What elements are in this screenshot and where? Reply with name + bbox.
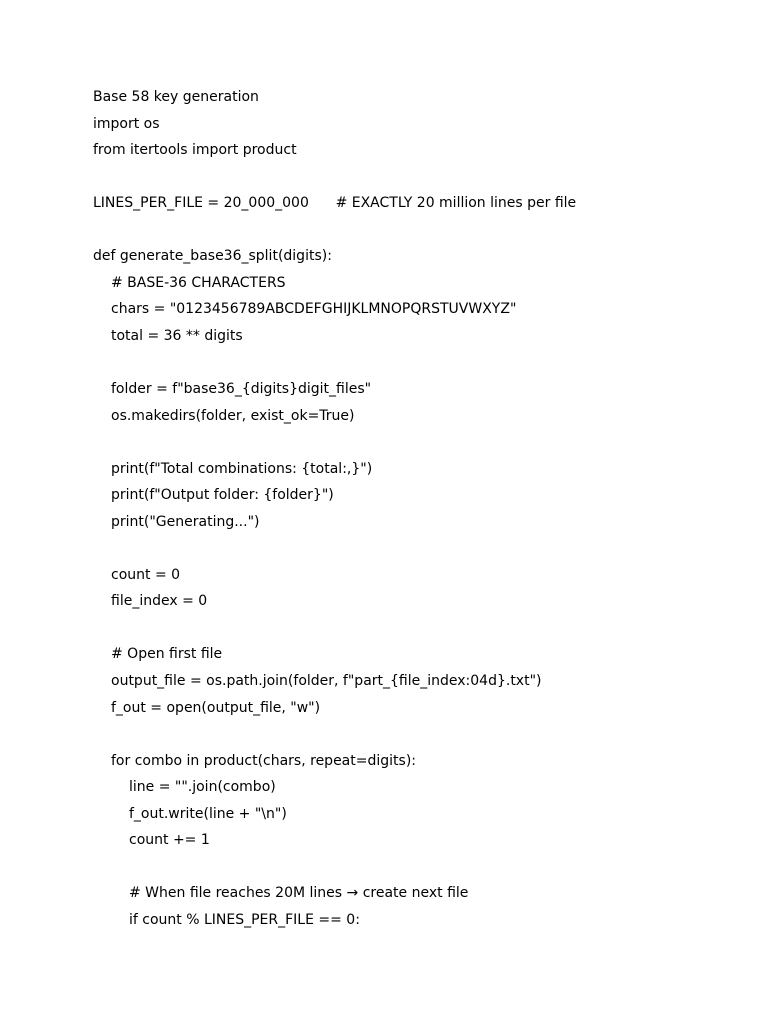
blank-line — [93, 535, 753, 562]
code-line: LINES_PER_FILE = 20_000_000 # EXACTLY 20 million lines per file — [93, 195, 577, 212]
code-line: print(f"Output folder: {folder}") — [111, 487, 334, 504]
code-line: # BASE-36 CHARACTERS — [111, 274, 286, 291]
blank-line — [93, 164, 753, 191]
code-listing — [93, 84, 753, 934]
code-line: count += 1 — [129, 832, 210, 849]
code-line: for combo in product(chars, repeat=digits): — [111, 752, 416, 769]
code-line: chars = "0123456789ABCDEFGHIJKLMNOPQRSTUVWXYZ" — [111, 301, 517, 318]
code-line: import os — [93, 115, 160, 132]
blank-line — [93, 721, 753, 748]
code-line: f_out = open(output_file, "w") — [111, 699, 321, 716]
blank-line — [93, 854, 753, 881]
code-line: Base 58 key generation — [93, 89, 259, 105]
code-line: folder = f"base36_{digits}digit_files" — [111, 381, 372, 398]
code-line: from itertools import product — [93, 142, 297, 159]
code-line: line = "".join(combo) — [129, 779, 276, 796]
code-line: print(f"Total combinations: {total:,}") — [111, 460, 373, 477]
blank-line — [93, 349, 753, 376]
code-line: # When file reaches 20M lines → create next file — [129, 885, 469, 902]
code-line: # Open first file — [111, 646, 223, 663]
code-line: output_file = os.path.join(folder, f"part_{file_index:04d}.txt") — [111, 673, 542, 690]
blank-line — [93, 217, 753, 244]
blank-line — [93, 615, 753, 642]
code-line: count = 0 — [111, 566, 181, 583]
blank-line — [93, 429, 753, 456]
code-line: file_index = 0 — [111, 593, 208, 610]
code-line: total = 36 ** digits — [111, 327, 243, 344]
code-line: def generate_base36_split(digits): — [93, 248, 332, 265]
code-line: os.makedirs(folder, exist_ok=True) — [111, 407, 355, 424]
code-line: f_out.write(line + "\n") — [129, 805, 287, 822]
code-line: print("Generating...") — [111, 513, 260, 530]
code-line: if count % LINES_PER_FILE == 0: — [129, 911, 360, 928]
